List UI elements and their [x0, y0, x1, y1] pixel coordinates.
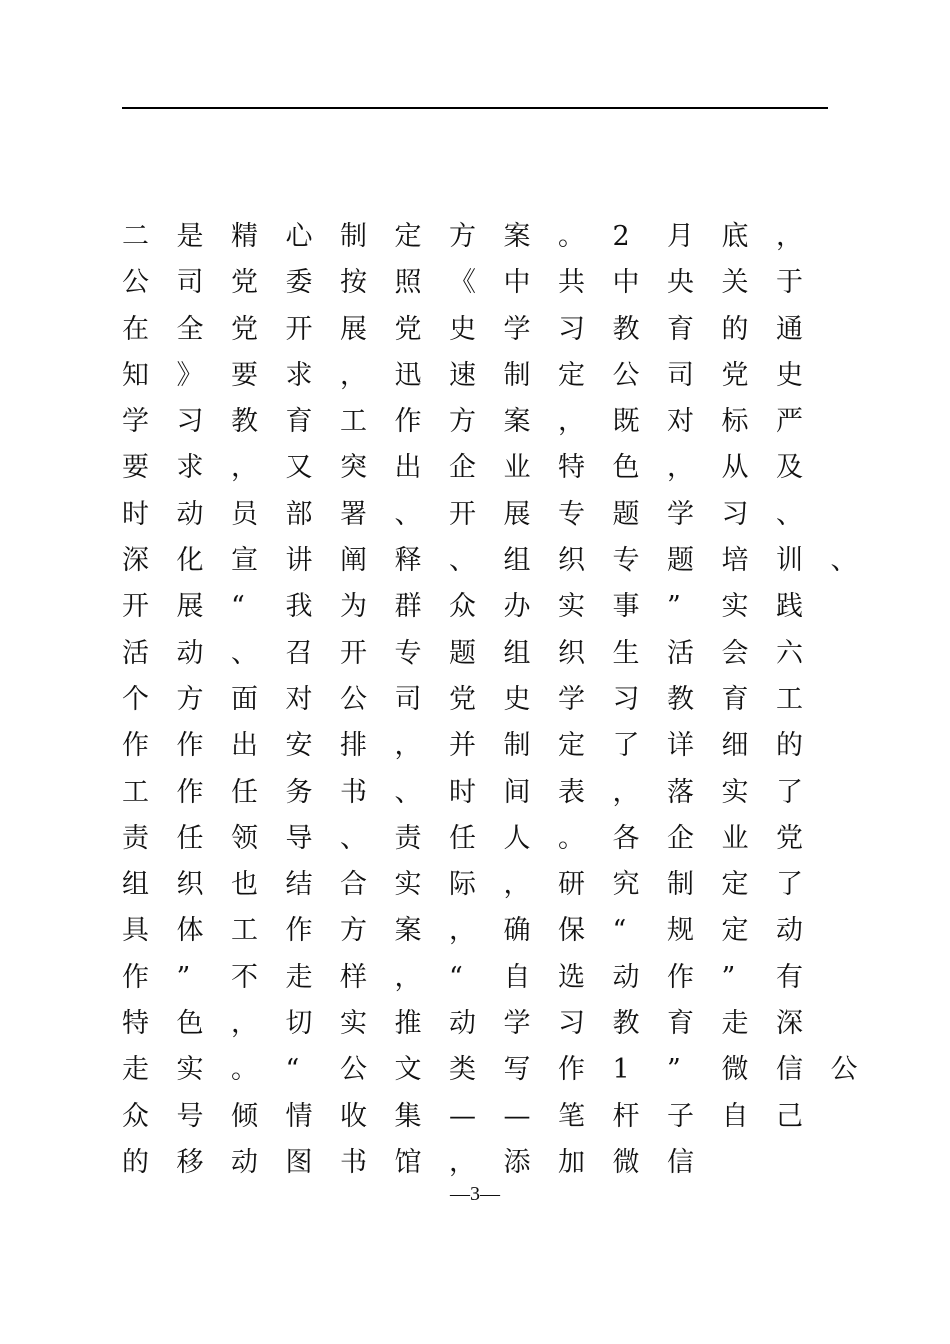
text-line: 责 任 领 导 、 责 任 人 。 各 企 业 党: [122, 822, 803, 854]
text-line: 作 作 出 安 排 ， 并 制 定 了 详 细 的: [122, 730, 803, 762]
text-line: 二 是 精 心 制 定 方 案 。 2 月 底 ，: [122, 221, 803, 252]
text-line: 知 》 要 求 ， 迅 速 制 定 公 司 党 史: [122, 359, 803, 391]
text-line: 深 化 宣 讲 阐 释 、 组 织 专 题 培 训 、: [122, 545, 858, 577]
text-line: 的 移 动 图 书 馆 ， 添 加 微 信: [122, 1146, 694, 1178]
text-line: 具 体 工 作 方 案 ， 确 保 “ 规 定 动: [122, 915, 803, 947]
text-line: 个 方 面 对 公 司 党 史 学 习 教 育 工: [122, 683, 803, 715]
text-line: 众 号 倾 情 收 集 — — 笔 杆 子 自 己: [122, 1100, 803, 1132]
text-line: 走 实 。 “ 公 文 类 写 作 1 ” 微 信 公: [122, 1054, 858, 1086]
page-number: —3—: [450, 1183, 500, 1205]
text-line: 在 全 党 开 展 党 史 学 习 教 育 的 通: [122, 313, 803, 345]
text-line: 时 动 员 部 署 、 开 展 专 题 学 习 、: [122, 498, 803, 530]
text-line: 要 求 ， 又 突 出 企 业 特 色 ， 从 及: [122, 452, 803, 484]
header-rule: [122, 107, 828, 109]
text-line: 开 展 “ 我 为 群 众 办 实 事 ” 实 践: [122, 591, 803, 623]
text-line: 公 司 党 委 按 照 《 中 共 中 央 关 于: [122, 267, 803, 299]
body-text: [122, 214, 882, 1186]
text-line: 作 ” 不 走 样 ， “ 自 选 动 作 ” 有: [122, 961, 803, 993]
text-line: 学 习 教 育 工 作 方 案 ， 既 对 标 严: [122, 406, 803, 438]
text-line: 组 织 也 结 合 实 际 ， 研 究 制 定 了: [122, 869, 803, 901]
text-line: 特 色 ， 切 实 推 动 学 习 教 育 走 深: [122, 1008, 803, 1040]
text-line: 工 作 任 务 书 、 时 间 表 ， 落 实 了: [122, 776, 803, 808]
text-line: 活 动 、 召 开 专 题 组 织 生 活 会 六: [122, 637, 803, 669]
